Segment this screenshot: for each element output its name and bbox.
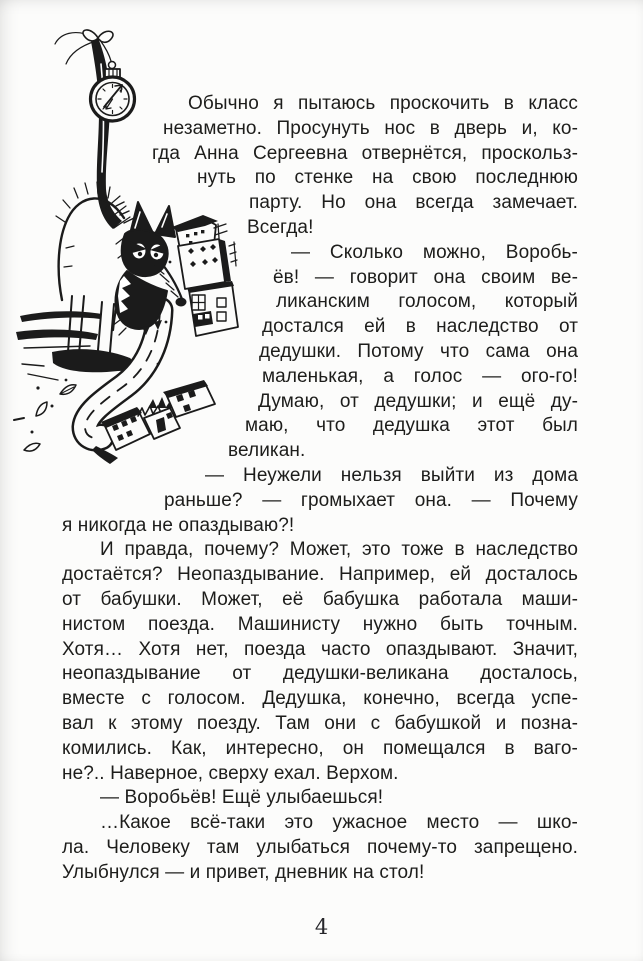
text-line: ликанским голосом, который [276,291,578,312]
house [178,239,237,289]
text-line: незаметно. Просунуть нос в дверь и, ко- [163,118,578,139]
text-line: Улыбнулся — и привет, дневник на стол! [62,862,425,883]
text-line: вал к этому поезду. Там они с бабушкой и позна- [62,713,578,734]
text-line: И правда, почему? Может, это тоже в наследство [100,539,578,560]
text-line: — Неужели нельзя выйти из дома [205,465,578,486]
text-line: Всегда! [247,217,314,238]
leaves [14,385,76,451]
text-line: ла. Человеку там улыбаться почему-то запрещено. [62,837,578,858]
text-line: гда Анна Сергеевна отвернётся, проскольз- [152,143,578,164]
text-line: комились. Как, интересно, он помещался в ваго- [62,738,578,759]
text-line: — Воробьёв! Ещё улыбаешься! [100,787,384,808]
text-line: вместе с голосом. Дедушка, конечно, всегда успе- [62,688,578,709]
text-line: неопаздывание от дедушки-великана досталось, [62,663,578,684]
text-line: дедушки. Потому что сама она [259,341,578,362]
page-number: 4 [314,915,329,939]
text-line: маленькая, а голос — ого-го! [262,366,578,387]
wolf-tail [91,35,134,229]
text-line: …Какое всё-таки это ужасное место — шко- [100,812,578,833]
text-line: великан. [228,440,306,461]
text-line: ёв! — говорит она своим ве- [273,267,578,288]
text-line: парту. Но она всегда замечает. [249,192,578,213]
text-line: достался ей в наследство от [262,316,578,337]
text-line: Думаю, от дедушки; и ещё ду- [258,391,578,412]
text-line: маю, что дедушка этот был [245,415,578,436]
text-line: нуть по стенке на свою последнюю [197,167,578,188]
text-line: — Сколько можно, Воробь- [291,242,578,263]
text-line: достаётся? Неопаздывание. Например, ей досталось [62,564,578,585]
wolf-illustration [8,22,256,470]
text-line: раньше? — громыхает она. — Почему [164,490,578,511]
text-line: я никогда не опаздываю?! [62,515,295,536]
text-line: нистом поезда. Машинисту нужно быть точным. [62,614,578,635]
house [187,281,238,336]
house [148,380,215,417]
text-line: не?.. Наверное, сверху ехал. Верхом. [62,763,399,784]
text-line: от бабушки. Может, её бабушка работала маши- [62,589,578,610]
text-line: Обычно я пытаюсь проскочить в класс [188,93,578,114]
text-line: Хотя… Хотя нет, поезда часто опаздывают. Значит, [62,639,578,660]
